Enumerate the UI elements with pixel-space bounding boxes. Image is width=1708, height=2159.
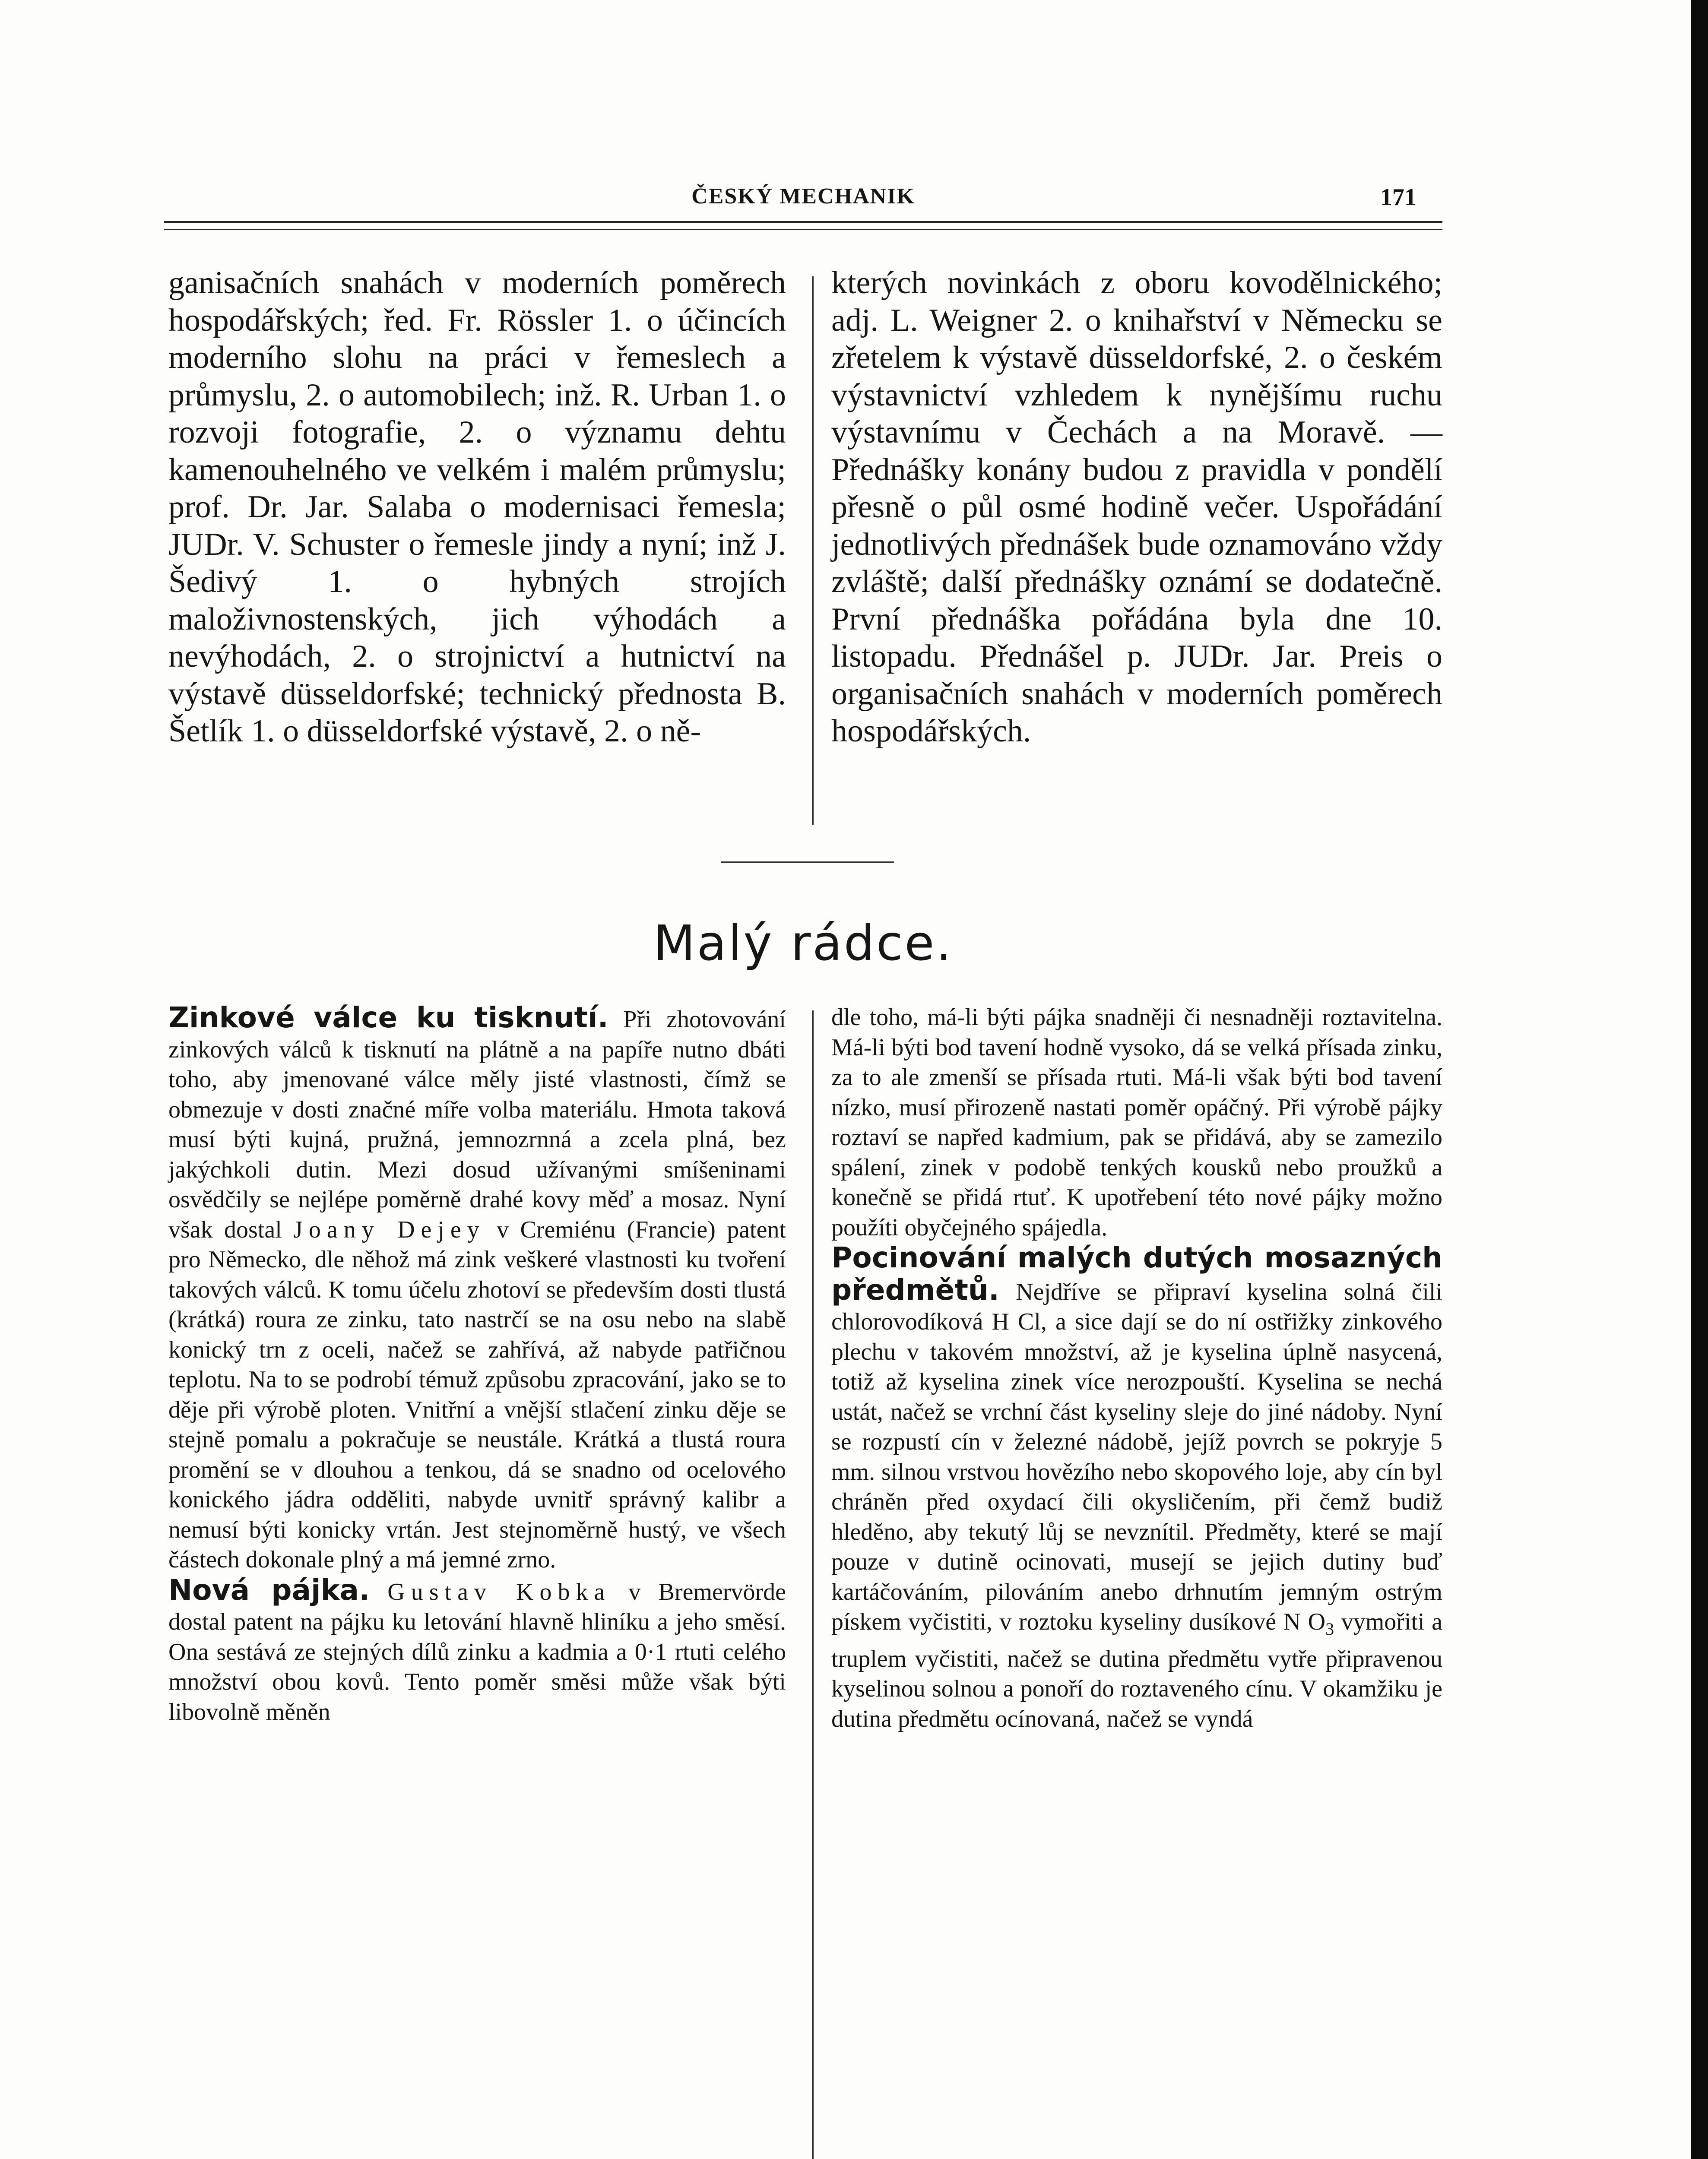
article-zinc-rollers xyxy=(168,1003,786,1575)
top-left-column xyxy=(168,264,786,750)
bottom-right-column xyxy=(831,1003,1442,1734)
article-tinning-text-a: Nejdříve se připraví kyselina solná čili chlorovodíková H Cl, a sice dají se do ní ostřižky zinkového plechu v takovém množství, až je kyselina úplně nasycená, totiž až kyselina zinek více nerozpouští. Kyselina se nechá ustát, načež se vrchní část kyseliny sleje do jiné nádoby. Nyní se rozpustí cín v železné nádobě, jejíž povrch se pokryje 5 mm. silnou vrstvou hovězího nebo skopového loje, aby cín byl chráněn před oxydací čili okysličením, při čemž budiž hleděno, aby tekutý lůj se nevznítil. Předměty, které se mají pouze v dutině ocinovati, musejí se jejich dutiny buď kartáčováním, pilováním anebo drhnutím jemným ostrým pískem vyčistiti, v roztoku kyseliny dusíkové N O xyxy=(831,1278,1442,1635)
running-head xyxy=(164,184,1442,214)
page-number: 171 xyxy=(1380,184,1416,211)
article-zinc-name: Joany Dejey xyxy=(293,1216,485,1243)
header-rule-bottom xyxy=(164,229,1442,230)
article-heading-solder: Nová pájka. xyxy=(168,1573,370,1607)
top-left-text: ganisačních snahách v moderních poměrech hospodářských; řed. Fr. Rössler 1. o účincích moderního slohu na práci v řemeslech a průmyslu, 2. o automobilech; inž. R. Urban 1. o rozvoji fotografie, 2. o významu dehtu kamenouhelného ve velkém i malém průmyslu; prof. Dr. Jar. Salaba o modernisaci řemesla; JUDr. V. Schuster o řemesle jindy a nyní; inž J. Šedivý 1. o hybných strojích maloživnostenských, jich výhodách a nevýhodách, 2. o strojnictví a hutnictví na výstavě düsseldorfské; technický přednosta B. Šetlík 1. o düsseldorfské výstavě, 2. o ně- xyxy=(168,265,786,749)
section-separator xyxy=(721,861,894,863)
section-title: Malý rádce. xyxy=(653,915,954,972)
top-right-column xyxy=(831,264,1442,750)
article-tinning-text-b: vymořiti a truplem vyčistiti, načež se dutina předmětu vytře připravenou kyselinou solnou a ponoří do roztaveného cínu. V okamžiku je dutina předmětu ocínovaná, načež se vyndá xyxy=(831,1608,1443,1732)
article-heading-zinc: Zinkové válce ku tisknutí. xyxy=(168,1001,608,1034)
article-heading-tinning: Pocinování malých dutých mosazných předmětů. xyxy=(831,1241,1442,1307)
top-right-text: kterých novinkách z oboru kovodělnického; adj. L. Weigner 2. o knihařství v Německu se zřetelem k výstavě düsseldorfské, 2. o českém výstavnictví vzhledem k nynějšímu ruchu výstavnímu v Čechách a na Moravě. — Přednášky konány budou z pravidla v pondělí přesně o půl osmé hodině večer. Uspořádání jednotlivých přednášek bude oznamováno vždy zvláště; další přednášky oznámí se dodatečně. První přednáška pořádána byla dne 10. listopadu. Přednášel p. JUDr. Jar. Preis o organisačních snahách v moderních poměrech hospodářských. xyxy=(831,265,1442,749)
article-tinning xyxy=(831,1243,1442,1734)
article-solder-text-left: v Bremervörde dostal patent na pájku ku letování hlavně hliníku a jeho směsí. Ona sestává ze stejných dílů zinku a kadmia a 0·1 rtuti celého množství obou kovů. Tento poměr směsi může však býti libovolně měněn xyxy=(168,1578,786,1725)
journal-title: ČESKÝ MECHANIK xyxy=(691,184,915,209)
top-column-divider xyxy=(812,276,814,825)
article-zinc-text-a: Při zhotovování zinkových válců k tisknutí na plátně a na papíře nutno dbáti toho, aby jmenované válce měly jisté vlastnosti, čímž se obmezuje v dosti značné míře volba materiálu. Hmota taková musí býti kujná, pružná, jemnozrnná a zcela plná, bez jakýchkoli dutin. Mezi dosud užívanými smíšeninami osvědčily se nejlépe poměrně drahé kovy měď a mosaz. Nyní však dostal xyxy=(168,1006,786,1243)
article-zinc-text-b: v Cremiénu (Francie) patent pro Německo, dle něhož má zink veškeré vlastnosti ku tvoření takových válců. K tomu účelu zhotoví se především dosti tlustá (krátká) roura ze zinku, tato nastrčí se na osu nebo na slabě konický trn z oceli, načež se zahřívá, až nabyde patřičnou teplotu. Na to se podrobí témuž způsobu zpracování, jako se to děje při výrobě ploten. Vnitřní a vnější stlačení zinku děje se stejně pomalu a pokračuje se neustále. Krátká a tlustá roura promění se v dlouhou a tenkou, dá se snadno od ocelového konického jádra odděliti, nabyde uvnitř správný kalibr a nemusí býti konicky vrtán. Jest stejnoměrně hustý, ve všech částech dokonale plný a má jemné zrno. xyxy=(168,1216,786,1573)
article-solder xyxy=(168,1575,786,1728)
article-solder-name: Gustav Kobka xyxy=(387,1578,611,1605)
page-edge-shadow xyxy=(1691,0,1708,2159)
header-rule-top xyxy=(164,221,1442,223)
bottom-left-column xyxy=(168,1003,786,1727)
article-solder-continued: dle toho, má-li býti pájka snadněji či nesnadněji roztavitelna. Má-li býti bod tavení hodně vysoko, dá se velká přísada zinku, za to ale zmenší se přísada rtuti. Má-li však býti bod tavení nízko, musí přirozeně nastati poměr opáčný. Při výrobě pájky roztaví se napřed kadmium, pak se přidává, aby se zamezilo spálení, zinek v podobě tenkých kousků nebo proužků a konečně se přidá rtuť. K upotřebení této nové pájky možno použíti obyčejného spájedla. xyxy=(831,1004,1442,1241)
formula-subscript: 3 xyxy=(1325,1619,1334,1639)
bottom-column-divider xyxy=(812,1010,814,2159)
